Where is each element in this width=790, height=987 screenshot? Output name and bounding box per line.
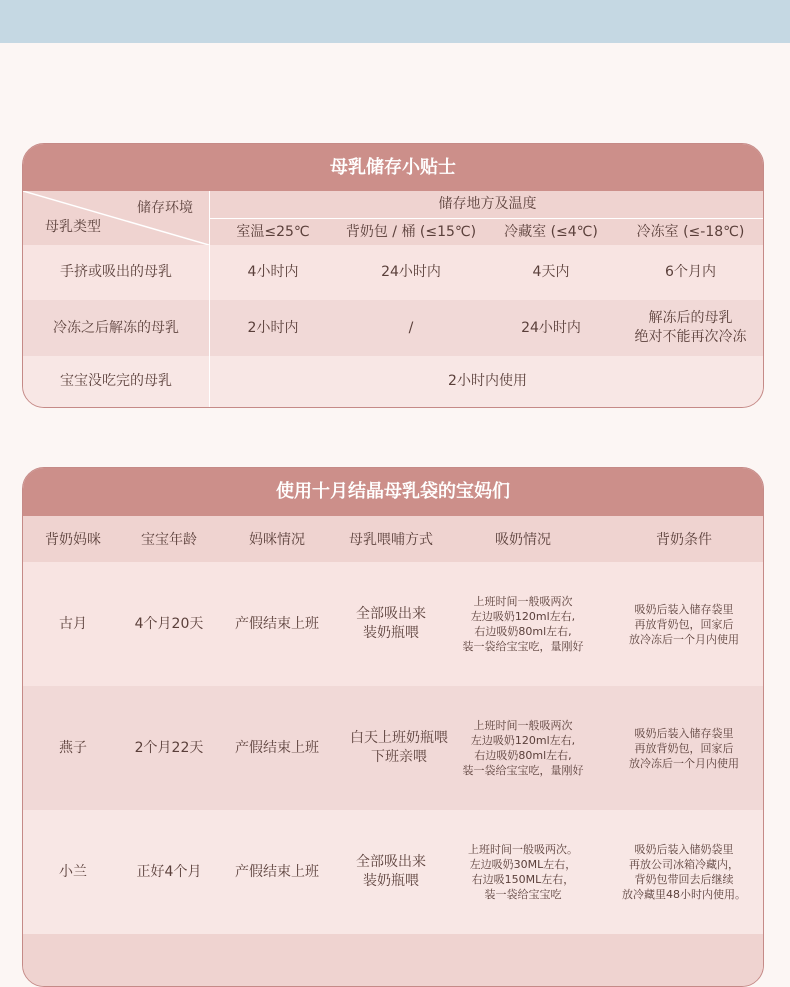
baby-age: 4个月20天 [134,615,204,632]
table-cell: 解冻后的母乳 绝对不能再次冷冻 [616,300,764,356]
col-header: 背奶条件 [656,532,712,548]
mom-name: 燕子 [59,739,87,756]
storage-tips-table [22,143,764,408]
pumping-info: 上班时间一般吸两次 左边吸奶120ml左右, 右边吸奶80ml左右, 装一袋给宝宝吃，量刚好 [462,595,584,653]
mom-name: 古月 [59,615,87,632]
top-banner [0,0,790,43]
table-header-row [23,516,764,562]
feeding-method: 全部吸出来 装奶瓶喂 [356,606,426,641]
pumping-info: 上班时间一般吸两次。 左边吸奶30ML左右， 右边吸150ML左右， 装一袋给宝宝吃 [468,843,578,901]
pumping-info: 上班时间一般吸两次 左边吸奶120ml左右, 右边吸奶80ml左右, 装一袋给宝宝吃，量刚好 [462,719,584,777]
mom-name: 小兰 [59,863,87,880]
col-header: 母乳喂哺方式 [349,532,433,548]
group-header: 储存地方及温度 [210,191,764,218]
col-header-cooler-bag: 背奶包 / 桶 (≤15℃) [336,219,486,245]
table-cell: 4小时内 [210,245,336,300]
storage-condition: 吸奶后装入储存袋里 再放背奶包，回家后 放冷冻后一个月内使用 [629,726,739,770]
table-row [23,686,764,810]
table-row [23,810,764,934]
row-type-thawed: 冷冻之后解冻的母乳 [23,300,209,356]
mom-situation: 产假结束上班 [235,739,319,756]
corner-top-label: 储存环境 [137,200,193,216]
table-cell: 6个月内 [616,245,764,300]
feeding-method: 全部吸出来 装奶瓶喂 [356,854,426,889]
storage-tips-body [23,191,763,407]
col-header-fridge: 冷藏室 (≤4℃) [486,219,616,245]
merged-cell: 2小时内使用 [210,356,764,407]
moms-table [22,467,764,987]
col-header: 背奶妈咪 [45,532,101,548]
table-cell: / [336,300,486,356]
table-row [23,934,764,987]
divider [209,191,210,407]
mom-situation: 产假结束上班 [235,863,319,880]
col-header-room-temp: 室温≤25℃ [210,219,336,245]
baby-age: 正好4个月 [136,863,202,880]
corner-cell [23,191,209,245]
feeding-method: 白天上班奶瓶喂 下班亲喂 [350,730,448,765]
storage-tips-title: 母乳储存小贴士 [23,144,763,191]
mom-situation: 产假结束上班 [235,615,319,632]
col-header-freezer: 冷冻室 (≤-18℃) [616,219,764,245]
row-type-leftover: 宝宝没吃完的母乳 [23,356,209,407]
table-cell: 24小时内 [336,245,486,300]
col-header: 吸奶情况 [495,532,551,548]
table-cell: 2小时内 [210,300,336,356]
table-row [23,562,764,686]
table-cell: 4天内 [486,245,616,300]
storage-condition: 吸奶后装入储奶袋里 再放公司冰箱冷藏内， 背奶包带回去后继续 放冷藏里48小时内使用。 [622,843,746,901]
col-header: 宝宝年龄 [141,532,197,548]
col-header: 妈咪情况 [249,532,305,548]
divider [210,218,764,219]
storage-condition: 吸奶后装入储存袋里 再放背奶包，回家后 放冷冻后一个月内使用 [629,602,739,646]
table-cell: 24小时内 [486,300,616,356]
corner-bottom-label: 母乳类型 [45,219,101,235]
baby-age: 2个月22天 [134,739,204,756]
moms-table-title: 使用十月结晶母乳袋的宝妈们 [23,468,763,516]
row-type-fresh: 手挤或吸出的母乳 [23,245,209,300]
